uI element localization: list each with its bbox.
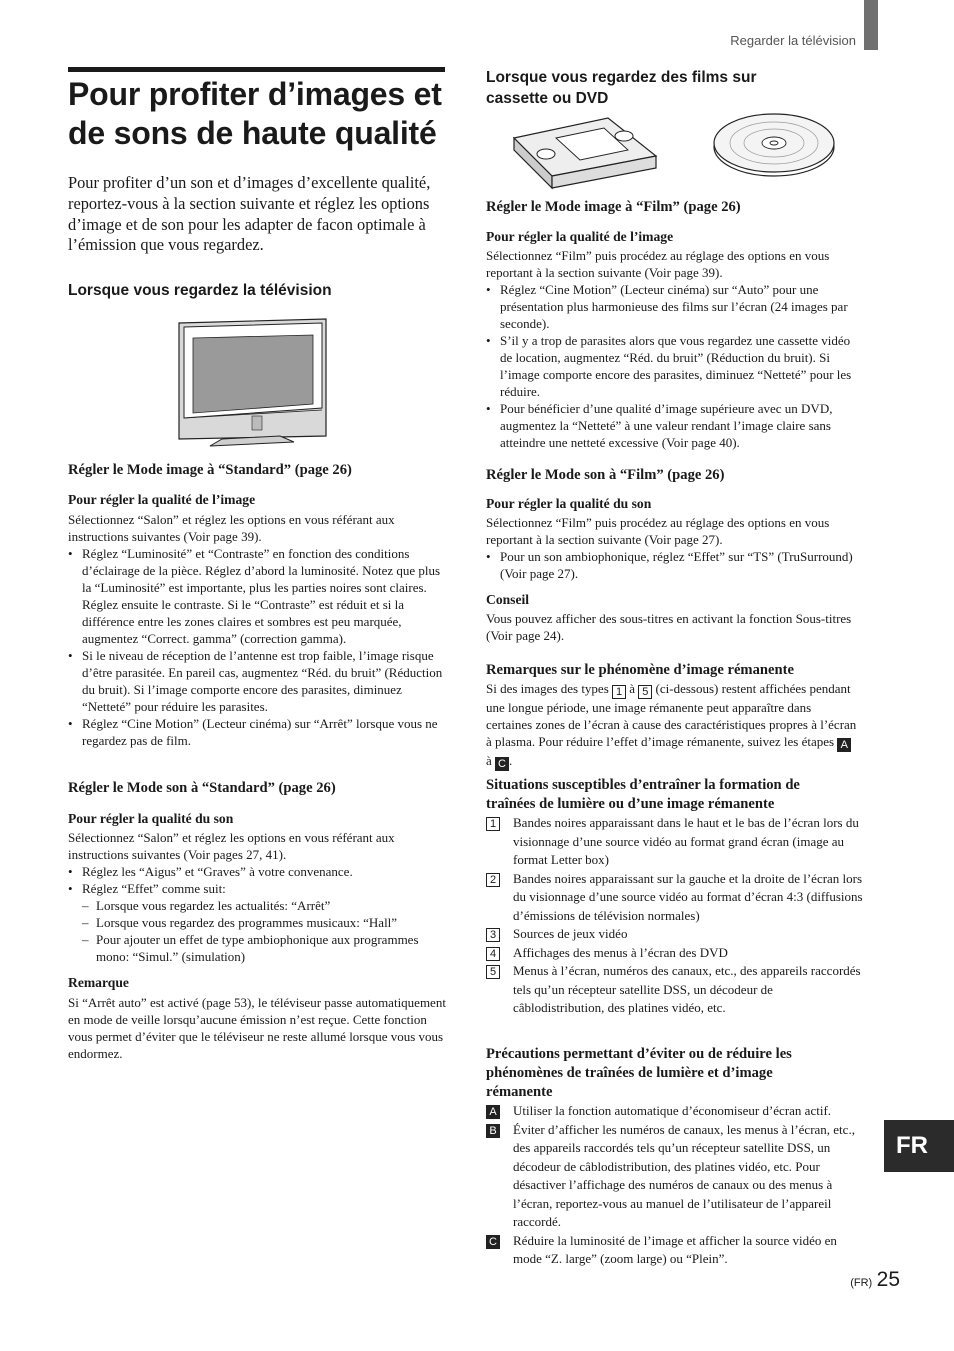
videocassette-illustration: [512, 116, 660, 190]
precaution-text: Réduire la luminosité de l’image et afficher la source vidéo en mode “Z. large” (zoom large) ou “Plein”.: [513, 1232, 837, 1266]
list-item: [486, 1121, 866, 1232]
note-text: Si “Arrêt auto” est activé (page 53), le téléviseur passe automatiquement en mode de veille lorsqu’aucune émission n’est reçue. Cette fonction vous permet d’éviter que le téléviseur ne reste allumé lorsque vous vous endormez.: [68, 995, 446, 1061]
list-item: [486, 944, 866, 963]
film-image-sub: Pour régler la qualité de l’image: [486, 229, 674, 244]
tv-image-mode-heading: Régler le Mode image à “Standard” (page 26): [68, 462, 352, 478]
film-image-block: [486, 247, 856, 451]
page-suffix: (FR): [850, 1277, 873, 1289]
afterimage-text-b: à: [629, 681, 636, 696]
list-item: • Pour un son ambiophonique, réglez “Effet” sur “TS” (TruSurround) (Voir page 27).: [486, 548, 856, 582]
situation-marker: 4: [486, 947, 500, 961]
film-section-heading: Lorsque vous regardez des films sur cassette ou DVD: [486, 69, 757, 107]
tv-section-heading: Lorsque vous regardez la télévision: [68, 282, 332, 299]
film-image-text: Sélectionnez “Film” puis procédez au réglage des options en vous reportant à la section suivante (Voir page 39).: [486, 248, 830, 280]
tv-illustration: [176, 318, 328, 448]
situation-marker: 2: [486, 873, 500, 887]
film-sound-block: [486, 514, 856, 582]
situation-text: Bandes noires apparaissant sur la gauche et la droite de l’écran lors du visionnage d’une source vidéo au format d’écran 4:3 (diffusions d’émissions de télévision normales): [513, 870, 863, 923]
tv-image-block: [68, 511, 450, 749]
situation-text: Sources de jeux vidéo: [513, 926, 628, 941]
marker-c: C: [495, 757, 509, 771]
list-item: • Réglez “Cine Motion” (Lecteur cinéma) sur “Arrêt” lorsque vous ne regardez pas de film.: [68, 715, 450, 749]
precautions-heading: Précautions permettant d’éviter ou de réduire les phénomènes de traînées de lumière et d’image rémanente: [486, 1046, 792, 1100]
list-item: [486, 925, 866, 944]
situations-heading: Situations susceptibles d’entraîner la formation de traînées de lumière ou d’une image rémanente: [486, 777, 800, 812]
afterimage-text: [486, 680, 858, 771]
list-item: • Si le niveau de réception de l’antenne est trop faible, l’image risque d’être parasitée. En pareil cas, augmentez “Réd. du bruit” (Réduction du bruit). Si l’image comporte encore des parasites, diminuez “Netteté” pour réduire les parasites.: [68, 647, 450, 715]
list-item: [486, 814, 866, 870]
film-image-mode-heading: Régler le Mode image à “Film” (page 26): [486, 199, 741, 215]
situation-text: Bandes noires apparaissant dans le haut et le bas de l’écran lors du visionnage d’une source vidéo au format grand écran (image au format Letter box): [513, 815, 859, 867]
film-sound-text: Sélectionnez “Film” puis procédez au réglage des options en vous reportant à la section suivante (Voir page 27).: [486, 515, 830, 547]
precautions-list: [486, 1102, 866, 1269]
precaution-marker: A: [486, 1105, 500, 1119]
afterimage-text-a: Si des images des types: [486, 681, 609, 696]
situation-text: Menus à l’écran, numéros des canaux, etc., des appareils raccordés tels qu’un récepteur satellite DSS, un décodeur de câblodistribution, des platines vidéo, etc.: [513, 963, 861, 1015]
list-item: [486, 1232, 866, 1269]
list-item: [486, 962, 866, 1018]
afterimage-text-d: à: [486, 753, 492, 768]
tv-image-text: Sélectionnez “Salon” et réglez les options en vous référant aux instructions suivantes (Voir page 39).: [68, 512, 395, 544]
intro-paragraph: Pour profiter d’un son et d’images d’excellente qualité, reportez-vous à la section suivante et réglez les options d’image et de son pour les adapter de facon optimale à l’émission que vous regardez.: [68, 173, 431, 255]
list-item: – Lorsque vous regardez les actualités: “Arrêt”: [82, 897, 450, 914]
film-sound-mode-heading: Régler le Mode son à “Film” (page 26): [486, 467, 725, 483]
marker-a: A: [837, 738, 851, 752]
page-number-value: 25: [876, 1268, 900, 1291]
precaution-marker: C: [486, 1235, 500, 1249]
marker-5: 5: [638, 685, 652, 699]
situations-list: [486, 814, 866, 1018]
page-title: Pour profiter d’images et de sons de haute qualité: [68, 76, 442, 151]
dvd-disc-illustration: [712, 112, 836, 178]
marker-1: 1: [612, 685, 626, 699]
situation-marker: 3: [486, 928, 500, 942]
list-item: – Pour ajouter un effet de type ambiophonique aux programmes mono: “Simul.” (simulation): [82, 931, 450, 965]
language-tab: FR: [884, 1120, 954, 1172]
running-header: Regarder la télévision: [730, 33, 856, 48]
tv-sound-block: [68, 829, 450, 965]
situation-marker: 1: [486, 817, 500, 831]
afterimage-heading: Remarques sur le phénomène d’image rémanente: [486, 662, 794, 678]
list-item: [486, 870, 866, 926]
tip-heading: Conseil: [486, 592, 530, 607]
tip-text: Vous pouvez afficher des sous-titres en activant la fonction Sous-titres (Voir page 24).: [486, 611, 852, 643]
tv-image-sub: Pour régler la qualité de l’image: [68, 492, 256, 507]
precaution-text: Éviter d’afficher les numéros de canaux, les menus à l’écran, etc., des appareils raccordés tels qu’un récepteur satellite DSS, un décodeur de câblodistribution, des platines vidéo, etc. Pour désactiver l’affichage des numéros de canaux ou des menus à l’écran, reportez-vous au manuel de l’utilisateur de l’appareil raccordé.: [513, 1121, 855, 1229]
list-item: • Pour bénéficier d’une qualité d’image supérieure avec un DVD, augmentez la “Netteté” à une valeur rendant l’image claire sans atteindre une netteté excessive (Voir page 40).: [486, 400, 856, 451]
list-item: • Réglez “Luminosité” et “Contraste” en fonction des conditions d’éclairage de la pièce. Réglez d’abord la luminosité. Notez que plus la “Luminosité” est importante, plus les parties noires sont claires. Réglez ensuite le contraste. Si le “Contraste” est réduit et si la différence entre les zones claires et sombres est peu marquée, augmentez “Correct. gamma” (correction gamma).: [68, 545, 450, 647]
situation-marker: 5: [486, 965, 500, 979]
list-item: • Réglez “Effet” comme suit:: [68, 880, 450, 897]
list-item: • Réglez “Cine Motion” (Lecteur cinéma) sur “Auto” pour une présentation plus harmonieuse des films sur l’écran (24 images par seconde).: [486, 281, 856, 332]
situation-text: Affichages des menus à l’écran des DVD: [513, 944, 728, 960]
afterimage-text-e: .: [509, 753, 513, 768]
tv-sound-mode-heading: Régler le Mode son à “Standard” (page 26): [68, 780, 336, 796]
note-heading: Remarque: [68, 975, 129, 990]
header-tab-marker: [864, 0, 878, 50]
title-rule: [68, 67, 445, 72]
tv-sound-text: Sélectionnez “Salon” et réglez les options en vous référant aux instructions suivantes (Voir pages 27, 41).: [68, 830, 395, 862]
list-item: – Lorsque vous regardez des programmes musicaux: “Hall”: [82, 914, 450, 931]
list-item: • S’il y a trop de parasites alors que vous regardez une cassette vidéo de location, augmentez “Réd. du bruit” (Réduction du bruit). Si l’image comporte encore des parasites, diminuez “Netteté” pour les réduire.: [486, 332, 856, 400]
precaution-text: Utiliser la fonction automatique d’économiseur d’écran actif.: [513, 1103, 832, 1118]
list-item: • Réglez les “Aigus” et “Graves” à votre convenance.: [68, 863, 450, 880]
list-item: [486, 1102, 866, 1121]
afterimage-text-c: (ci-dessous) restent affichées pendant une longue période, une image rémanente peut apparaître dans certaines zones de l’écran à cause des caractéristiques propres à l’écran à plasma. Pour réduire l’effet d’image rémanente, suivez les étapes: [486, 681, 857, 749]
film-sound-sub: Pour régler la qualité du son: [486, 496, 652, 511]
precaution-marker: B: [486, 1124, 500, 1138]
tv-sound-sub: Pour régler la qualité du son: [68, 811, 234, 826]
page-number: [850, 1268, 900, 1292]
